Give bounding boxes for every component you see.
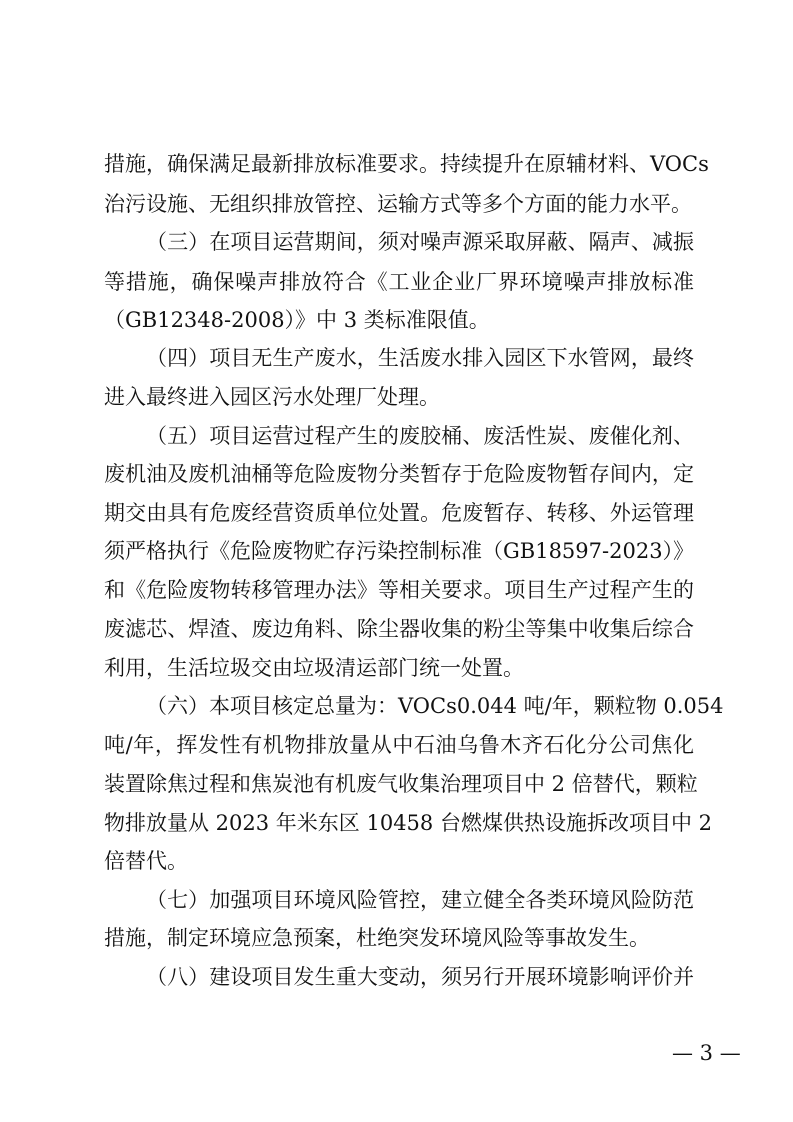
text-line-10: 期交由具有危废经营资质单位处置。危废暂存、转移、外运管理: [104, 501, 694, 525]
text-line-11: 须严格执行《危险废物贮存污染控制标准（GB18597-2023）》: [104, 539, 695, 563]
text-line-4: 等措施，确保噪声排放符合《工业企业厂界环境噪声排放标准: [104, 270, 694, 294]
text-line-13: 废滤芯、焊渣、废边角料、除尘器收集的粉尘等集中收集后综合: [104, 617, 694, 641]
text-line-1: 措施，确保满足最新排放标准要求。持续提升在原辅材料、VOCs: [104, 152, 709, 176]
text-line-17: 装置除焦过程和焦炭池有机废气收集治理项目中 2 倍替代，颗粒: [104, 772, 698, 796]
text-line-22: （八）建设项目发生重大变动，须另行开展环境影响评价并: [146, 965, 694, 989]
text-line-15: （六）本项目核定总量为：VOCs0.044 吨/年，颗粒物 0.054: [146, 694, 724, 718]
text-line-8: （五）项目运营过程产生的废胶桶、废活性炭、废催化剂、: [146, 424, 694, 448]
text-line-21: 措施，制定环境应急预案，杜绝突发环境风险等事故发生。: [104, 926, 650, 950]
text-line-16: 吨/年，挥发性有机物排放量从中石油乌鲁木齐石化分公司焦化: [104, 733, 694, 757]
text-line-12: 和《危险废物转移管理办法》等相关要求。项目生产过程产生的: [104, 578, 694, 602]
text-line-2: 治污设施、无组织排放管控、运输方式等多个方面的能力水平。: [104, 192, 692, 216]
page-number: — 3 —: [672, 1041, 741, 1065]
text-line-3: （三）在项目运营期间，须对噪声源采取屏蔽、隔声、减振: [146, 230, 694, 254]
text-line-18: 物排放量从 2023 年米东区 10458 台燃煤供热设施拆改项目中 2: [104, 811, 712, 835]
text-line-6: （四）项目无生产废水，生活废水排入园区下水管网，最终: [146, 346, 694, 370]
text-line-7: 进入最终进入园区污水处理厂处理。: [104, 385, 440, 409]
text-line-5: （GB12348-2008）》中 3 类标准限值。: [104, 308, 490, 332]
text-line-20: （七）加强项目环境风险管控，建立健全各类环境风险防范: [146, 888, 694, 912]
text-line-14: 利用，生活垃圾交由垃圾清运部门统一处置。: [104, 656, 524, 680]
text-line-19: 倍替代。: [104, 849, 188, 873]
text-line-9: 废机油及废机油桶等危险废物分类暂存于危险废物暂存间内，定: [104, 462, 694, 486]
